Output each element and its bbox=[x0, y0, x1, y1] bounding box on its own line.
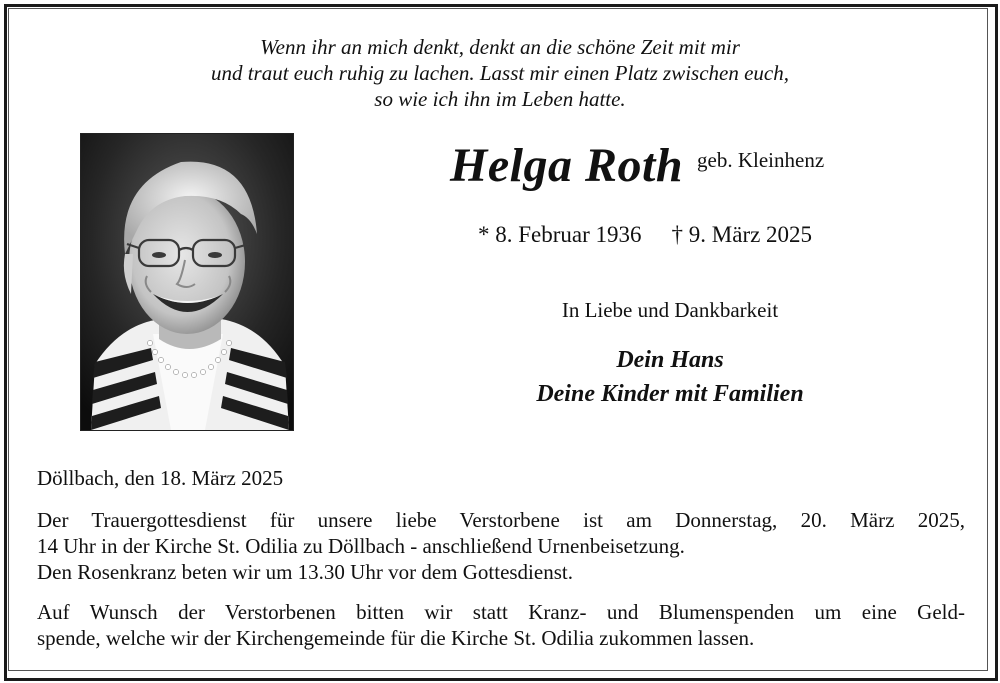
poem-line-1: Wenn ihr an mich denkt, denkt an die schöne Zeit mit mir bbox=[260, 35, 740, 59]
deceased-name-line bbox=[450, 138, 890, 193]
poem-line-2: und traut euch ruhig zu lachen. Lasst mir einen Platz zwischen euch, bbox=[210, 61, 790, 85]
donation-paragraph bbox=[37, 599, 965, 651]
portrait-photo bbox=[80, 133, 294, 431]
portrait-illustration bbox=[81, 134, 293, 430]
mourners-list bbox=[440, 343, 900, 411]
donation-line-2: spende, welche wir der Kirchengemeinde für die Kirche St. Odilia zukommen lassen. bbox=[37, 626, 755, 650]
service-paragraph bbox=[37, 507, 965, 585]
service-line-3: Den Rosenkranz beten wir um 13.30 Uhr vor dem Gottesdienst. bbox=[37, 560, 573, 584]
mourner-line-1: Dein Hans bbox=[616, 347, 724, 373]
place-and-date: Döllbach, den 18. März 2025 bbox=[37, 466, 284, 490]
service-line-1: Der Trauergottesdienst für unsere liebe Verstorbene ist am Donnerstag, 20. März 2025, bbox=[37, 508, 965, 532]
birth-name: geb. Kleinhenz bbox=[697, 148, 825, 172]
life-dates bbox=[478, 222, 898, 248]
birth-date: * 8. Februar 1936 bbox=[478, 222, 642, 247]
deceased-name: Helga Roth bbox=[450, 139, 684, 192]
donation-line-1: Auf Wunsch der Verstorbenen bitten wir statt Kranz- und Blumenspenden um eine Geld- bbox=[37, 600, 965, 624]
death-date: † 9. März 2025 bbox=[671, 222, 813, 247]
mourner-line-2: Deine Kinder mit Familien bbox=[536, 381, 804, 407]
service-line-2: 14 Uhr in der Kirche St. Odilia zu Döllbach - anschließend Urnenbeisetzung. bbox=[37, 534, 685, 558]
mourners-intro: In Liebe und Dankbarkeit bbox=[561, 298, 779, 322]
poem-line-3: so wie ich ihn im Leben hatte. bbox=[374, 87, 626, 111]
memorial-poem bbox=[0, 34, 1000, 112]
